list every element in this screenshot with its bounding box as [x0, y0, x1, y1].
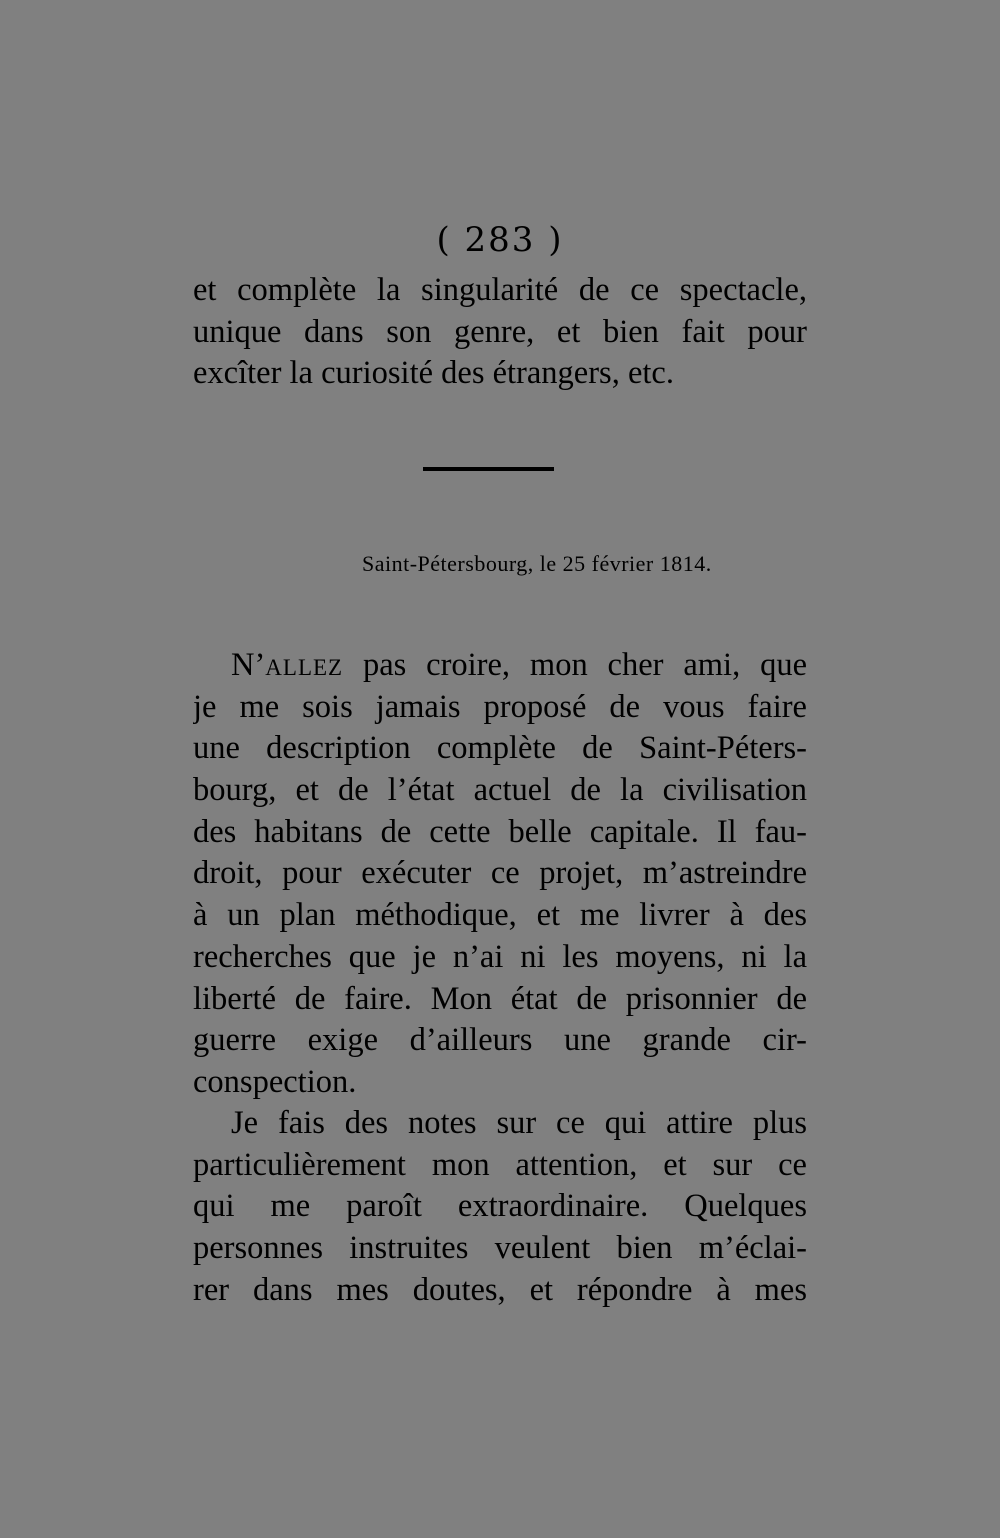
- text-line: je me sois jamais proposé de vous faire: [193, 688, 807, 725]
- page-number: ( 283 ): [436, 220, 564, 260]
- text-line: à un plan méthodique, et me livrer à des: [193, 897, 807, 934]
- dropcap: N’: [231, 647, 266, 683]
- letter-dateline: Saint-Pétersbourg, le 25 février 1814.: [362, 551, 712, 576]
- first-line-rest: pas croire, mon cher ami, que: [343, 647, 807, 683]
- text-line: [193, 645, 807, 687]
- text-line: rer dans mes doutes, et répondre à mes: [193, 1271, 807, 1308]
- section-divider: [423, 467, 554, 471]
- text-line: recherches que je n’ai ni les moyens, ni la: [193, 938, 807, 975]
- text-line: et complète la singularité de ce spectacle,: [193, 272, 807, 308]
- text-line: Je fais des notes sur ce qui attire plus: [231, 1105, 807, 1141]
- text-line: droit, pour exécuter ce projet, m’astreindre: [193, 855, 807, 892]
- text-line: conspection.: [193, 1063, 357, 1100]
- letter-paragraph-2: [193, 1103, 807, 1311]
- letter-paragraph-1: [193, 645, 807, 1104]
- text-line: qui me paroît extraordinaire. Quelques: [193, 1188, 807, 1225]
- continuation-text: [193, 270, 807, 395]
- smallcaps-word: allez: [265, 647, 344, 683]
- text-line: liberté de faire. Mon état de prisonnier de: [193, 980, 807, 1017]
- text-line: excîter la curiosité des étrangers, etc.: [193, 355, 674, 392]
- text-line: guerre exige d’ailleurs une grande cir-: [193, 1022, 807, 1059]
- text-line: unique dans son genre, et bien fait pour: [193, 313, 807, 350]
- text-line: des habitans de cette belle capitale. Il fau-: [193, 813, 807, 850]
- text-line: une description complète de Saint-Péters-: [193, 730, 807, 767]
- text-line: personnes instruites veulent bien m’éclai-: [193, 1230, 807, 1267]
- text-line: bourg, et de l’état actuel de la civilisation: [193, 772, 807, 809]
- text-line: particulièrement mon attention, et sur ce: [193, 1146, 807, 1183]
